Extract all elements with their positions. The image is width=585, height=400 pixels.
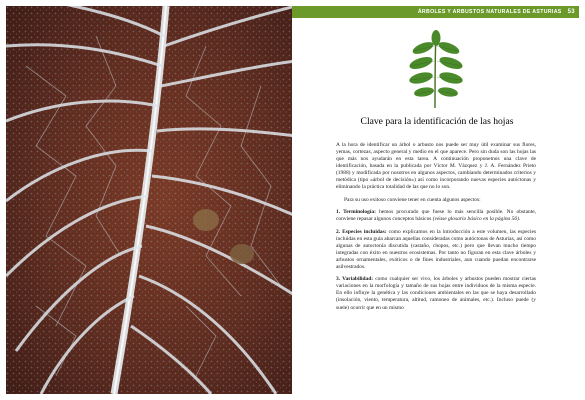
glossary-reference: (véase glosario básico en la página 56). — [432, 216, 521, 223]
aspect-label: 2. Especies incluidas: — [336, 228, 387, 235]
aspect-variability — [336, 276, 536, 311]
frosted-leaf-photo — [6, 6, 292, 394]
aspect-label: 3. Variabilidad: — [336, 276, 374, 283]
running-title: ÁRBOLES Y ARBUSTOS NATURALES DE ASTURIAS — [417, 9, 562, 15]
aspect-text: como cualquier ser vivo, los árboles y arbustos pueden mostrar ciertas variaciones en la morfología y tamaño de sus hojas entre individuos de la misma especie. En ello influye la genética y las condiciones ambientales en las que se haya desarrollado (insolación, viento, temperatura, altitud, ramoneo de animales, etc.). Incluso puede (y suele) ocurrir que en un mismo — [336, 276, 536, 311]
aspect-species — [336, 229, 536, 271]
aspect-terminology — [336, 209, 536, 223]
page-number: 53 — [567, 9, 575, 15]
aspect-text: hemos procurado que fuese lo más sencilla posible. No obstante, conviene repasar algunos conceptos básicos — [336, 209, 536, 223]
leaf-branch-icon — [405, 28, 465, 110]
aspect-label: 1. Terminología: — [336, 209, 376, 216]
intro-paragraph: A la hora de identificar un árbol o arbusto nos puede ser muy útil examinar sus flores, yemas, cortezas, aspecto general y medio en el que aparece. Pero sin duda son las hojas las que más nos ayudarán en esta tarea. A continuación proponemos una clave de identificación, basada en la publicada por Víctor M. Vázquez y J. A. Fernández Prieto (1988) y modificada por nosotros en algunos aspectos, cambiando determinados criterios y metódica (tipo «árbol de decisión») así como incorporando nuevas especies autóctonas y eliminando la práctica totalidad de las que no lo son. — [336, 142, 536, 191]
aspect-text: como explicamos en la introducción a este volumen, las especies incluidas en esta guía abarcan aquellas consideradas como autóctonas de Asturias, así como algunas de autoctonía discutida (castaño, chopos, etc.) pero que llevan mucho tiempo integradas con éxito en nuestros ecosistemas. Por tanto no figuran en esta clave árboles y arbustos ornamentales, exóticos o de fines industriales, aun cuando puedan encontrarse asilvestrados. — [336, 228, 536, 270]
aspects-intro: Para su uso exitoso conviene tener en cuenta algunos aspectos: — [344, 196, 481, 203]
body-text — [336, 142, 536, 317]
section-title: Clave para la identificación de las hojas — [360, 116, 514, 127]
right-page — [292, 0, 585, 400]
running-header — [292, 6, 579, 18]
